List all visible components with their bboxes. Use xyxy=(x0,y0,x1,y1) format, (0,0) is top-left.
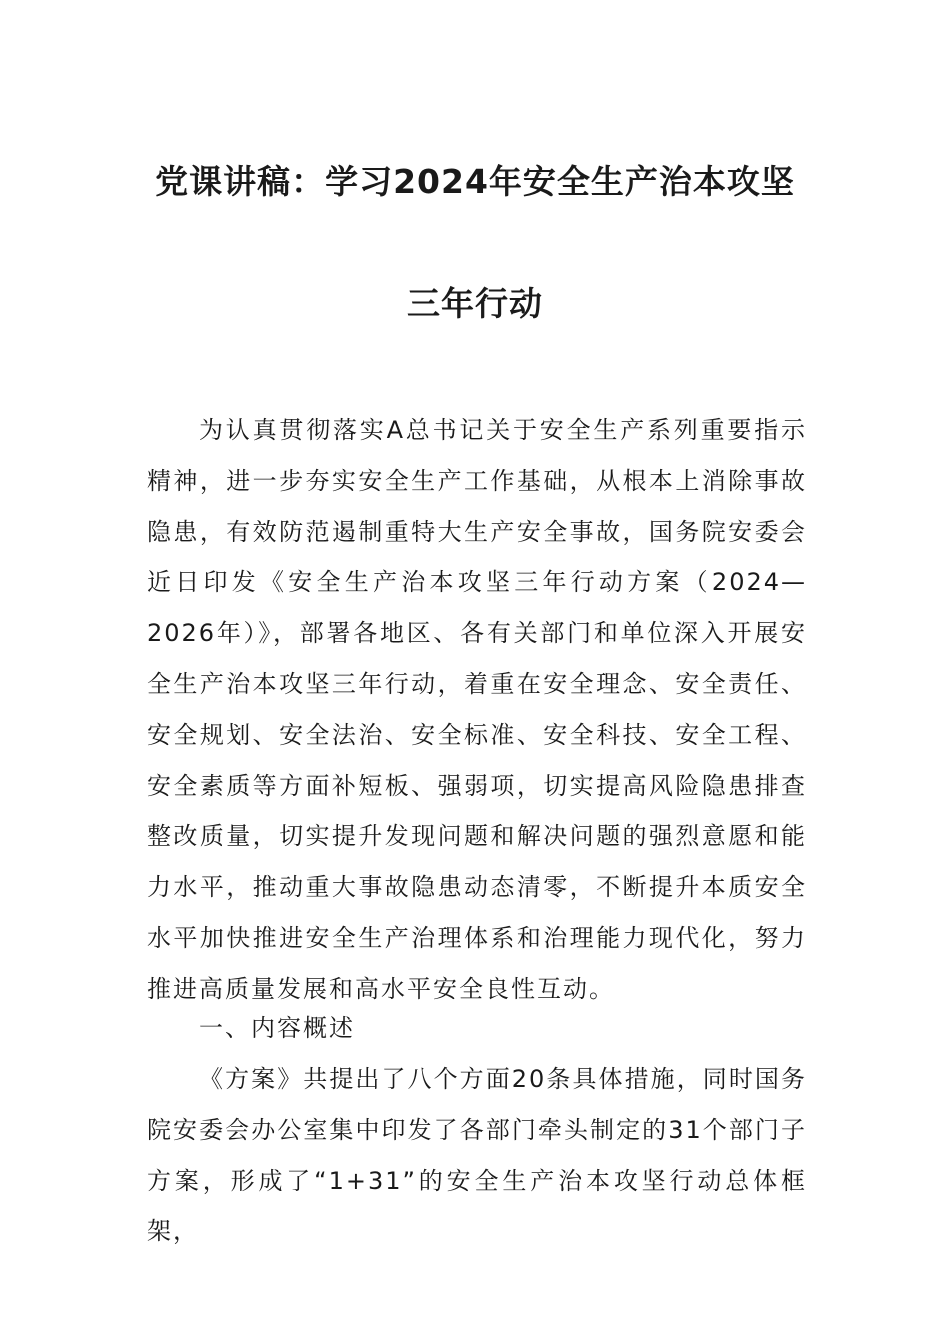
section-heading-overview: 一、内容概述 xyxy=(199,1014,355,1042)
intro-paragraph: 为认真贯彻落实A总书记关于安全生产系列重要指示精神，进一步夯实安全生产工作基础，从根本上消除事故隐患，有效防范遏制重特大生产安全事故，国务院安委会近日印发《安全生产治本攻坚三年行动方案（2024—2026年）》，部署各地区、各有关部门和单位深入开展安全生产治本攻坚三年行动，着重在安全理念、安全责任、安全规划、安全法治、安全标准、安全科技、安全工程、安全素质等方面补短板、强弱项，切实提高风险隐患排查整改质量，切实提升发现问题和解决问题的强烈意愿和能力水平，推动重大事故隐患动态清零，不断提升本质安全水平加快推进安全生产治理体系和治理能力现代化，努力推进高质量发展和高水平安全良性互动。 xyxy=(147,416,807,1003)
overview-paragraph: 《方案》共提出了八个方面20条具体措施，同时国务院安委会办公室集中印发了各部门牵头制定的31个部门子方案，形成了“1+31”的安全生产治本攻坚行动总体框架， xyxy=(147,1065,807,1246)
document-title-line-2: 三年行动 xyxy=(407,284,543,323)
document-title-line-1: 党课讲稿：学习2024年安全生产治本攻坚 xyxy=(155,162,795,201)
